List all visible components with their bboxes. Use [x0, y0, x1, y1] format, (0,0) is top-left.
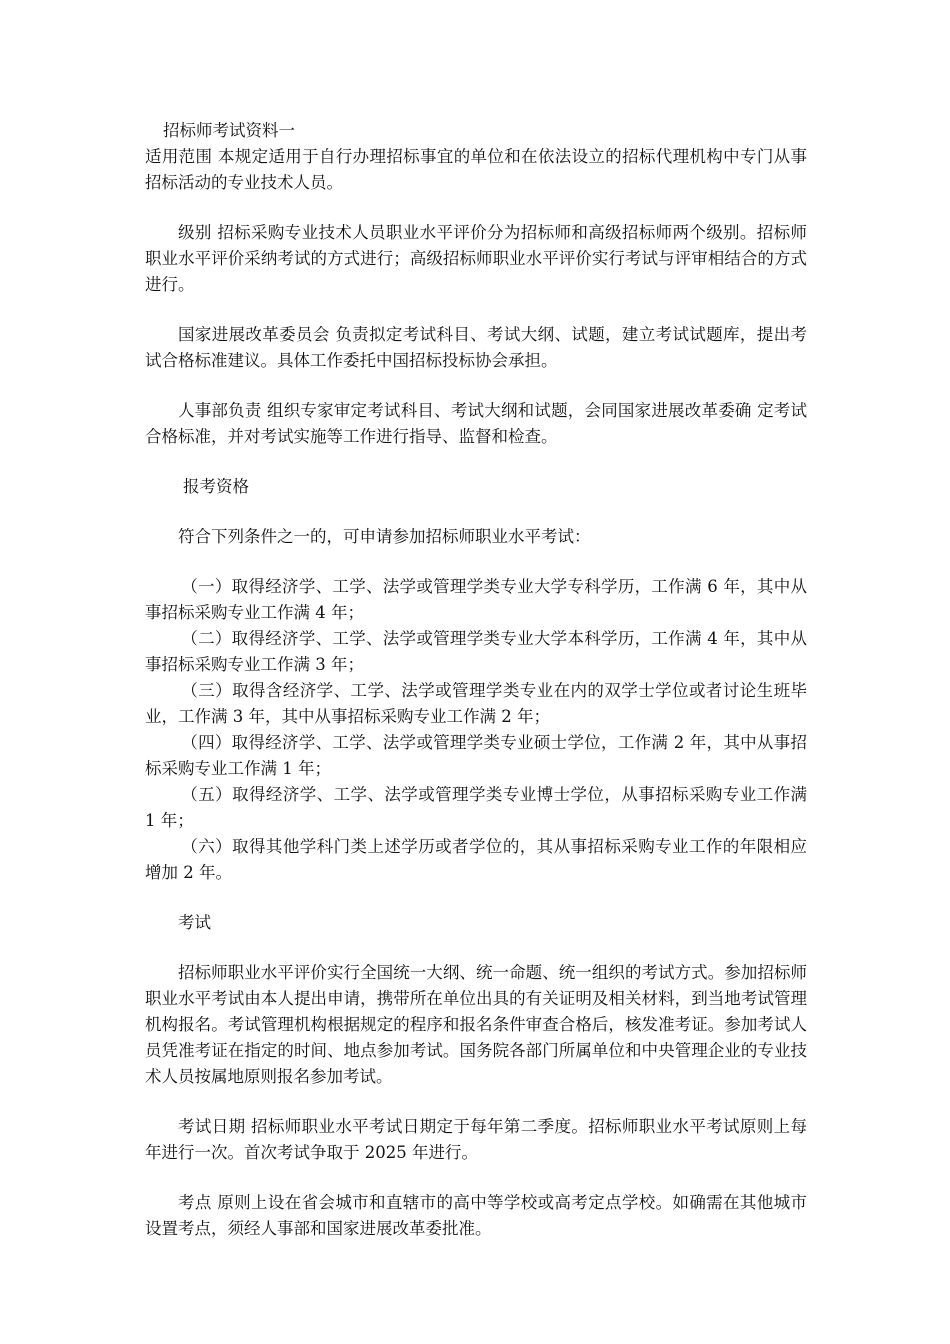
condition-item: （六）取得其他学科门类上述学历或者学位的，其从事招标采购专业工作的年限相应增加 2 年。	[145, 837, 807, 882]
paragraph-levels: 级别 招标采购专业技术人员职业水平评价分为招标师和高级招标师两个级别。招标师职业水平评价采纳考试的方式进行；高级招标师职业水平评价实行考试与评审相结合的方式进行。	[145, 223, 807, 294]
heading-exam: 考试	[178, 913, 211, 932]
condition-item: （三）取得含经济学、工学、法学或管理学类专业在内的双学士学位或者讨论生班毕业，工作满 3 年，其中从事招标采购专业工作满 2 年；	[145, 681, 807, 726]
paragraph-scope: 适用范围 本规定适用于自行办理招标事宜的单位和在依法设立的招标代理机构中专门从事招标活动的专业技术人员。	[145, 147, 807, 192]
condition-item: （一）取得经济学、工学、法学或管理学类专业大学专科学历，工作满 6 年，其中从事招标采购专业工作满 4 年；	[145, 577, 807, 622]
paragraph-personnel: 人事部负责 组织专家审定考试科目、考试大纲和试题，会同国家进展改革委确 定考试合格标准，并对考试实施等工作进行指导、监督和检查。	[145, 401, 807, 446]
paragraph-exam-date: 考试日期 招标师职业水平考试日期定于每年第二季度。招标师职业水平考试原则上每年进行一次。首次考试争取于 2025 年进行。	[145, 1117, 807, 1162]
condition-item: （二）取得经济学、工学、法学或管理学类专业大学本科学历，工作满 4 年，其中从事招标采购专业工作满 3 年；	[145, 629, 807, 674]
paragraph-exam-body: 招标师职业水平评价实行全国统一大纲、统一命题、统一组织的考试方式。参加招标师职业水平考试由本人提出申请，携带所在单位出具的有关证明及相关材料，到当地考试管理机构报名。考试管理机构根据规定的程序和报名条件审查合格后，核发准考证。参加考试人员凭准考证在指定的时间、地点参加考试。国务院各部门所属单位和中央管理企业的专业技术人员按属地原则报名参加考试。	[145, 963, 807, 1086]
condition-item: （四）取得经济学、工学、法学或管理学类专业硕士学位，工作满 2 年，其中从事招标采购专业工作满 1 年；	[145, 733, 807, 778]
paragraph-exam-site: 考点 原则上设在省会城市和直辖市的高中等学校或高考定点学校。如确需在其他城市设置考点，须经人事部和国家进展改革委批准。	[145, 1193, 807, 1238]
condition-item: （五）取得经济学、工学、法学或管理学类专业博士学位，从事招标采购专业工作满 1 年；	[145, 785, 807, 830]
paragraph-qualification-intro: 符合下列条件之一的，可申请参加招标师职业水平考试：	[178, 527, 591, 546]
paragraph-ndrc: 国家进展改革委员会 负责拟定考试科目、考试大纲、试题，建立考试试题库，提出考试合格标准建议。具体工作委托中国招标投标协会承担。	[145, 325, 807, 370]
document-title: 招标师考试资料一	[163, 121, 295, 140]
heading-qualification: 报考资格	[182, 477, 249, 496]
document-body	[145, 118, 807, 1242]
